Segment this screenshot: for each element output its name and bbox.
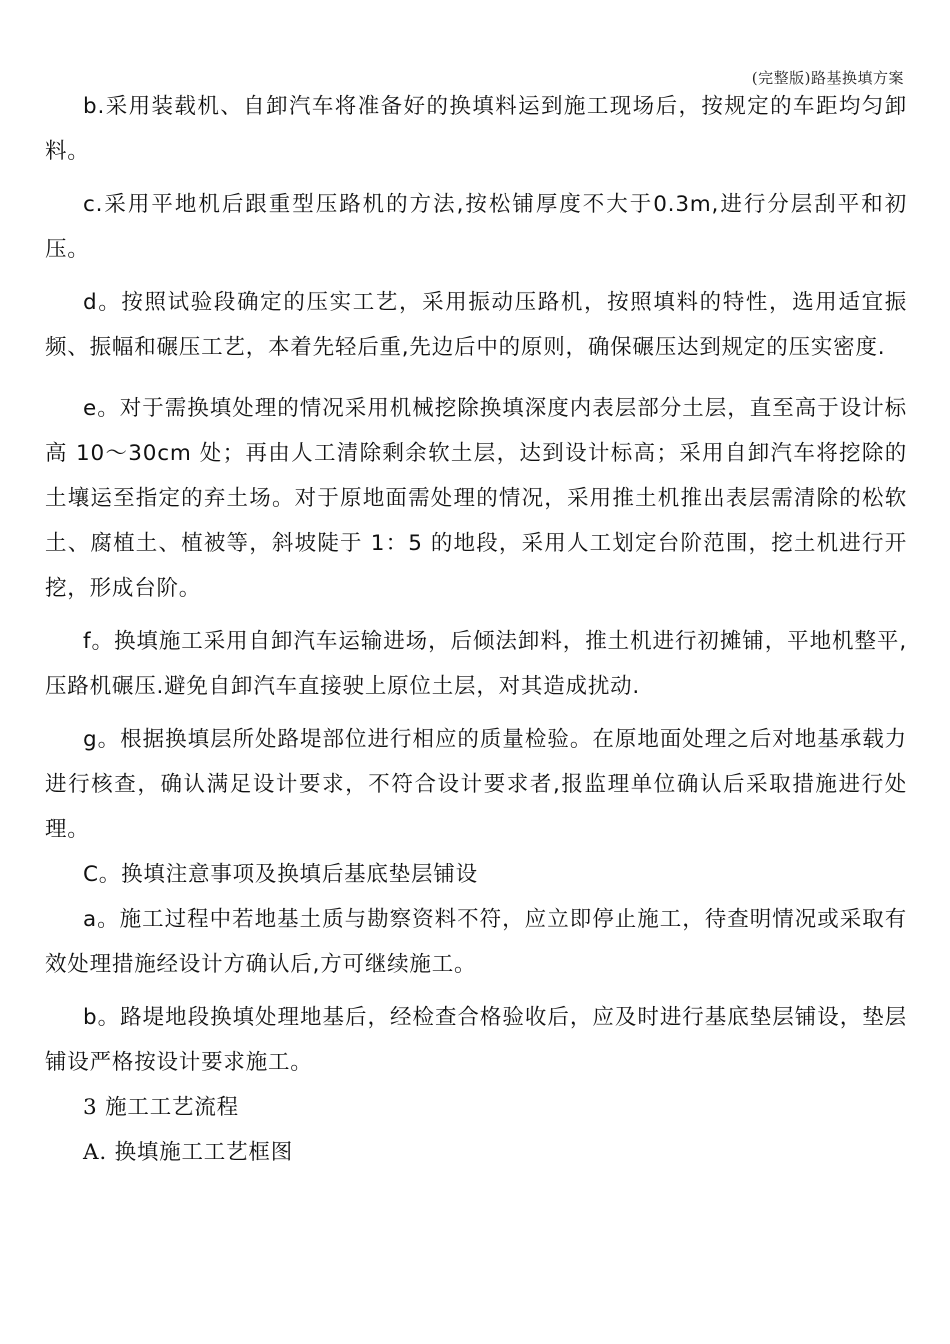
document-body: [45, 84, 907, 1175]
paragraph-b-unloading: b.采用装载机、自卸汽车将准备好的换填料运到施工现场后，按规定的车距均匀卸料。: [45, 94, 907, 164]
paragraph-e-excavation: e。对于需换填处理的情况采用机械挖除换填深度内表层部分土层，直至高于设计标高 10～30cm 处；再由人工清除剩余软土层，达到设计标高；采用自卸汽车将挖除的土壤运至指定的弃土场。对于原地面需处理的情况，采用推土机推出表层需清除的松软土、腐植土、植被等，斜坡陡于 1：5 的地段，采用人工划定台阶范围，挖土机进行开挖，形成台阶。: [45, 396, 907, 601]
paragraph-d-compaction: d。按照试验段确定的压实工艺，采用振动压路机，按照填料的特性，选用适宜振频、振幅和碾压工艺，本着先轻后重,先边后中的原则，确保碾压达到规定的压实密度.: [45, 290, 907, 360]
paragraph-a-stop-work: a。施工过程中若地基土质与勘察资料不符，应立即停止施工，待查明情况或采取有效处理措施经设计方确认后,方可继续施工。: [45, 907, 907, 977]
paragraph-b-cushion-layer: b。路堤地段换填处理地基后，经检查合格验收后，应及时进行基底垫层铺设，垫层铺设严格按设计要求施工。: [45, 1005, 907, 1075]
paragraph-c-grading: c.采用平地机后跟重型压路机的方法,按松铺厚度不大于0.3m,进行分层刮平和初压。: [45, 192, 907, 262]
paragraph-f-transport: f。换填施工采用自卸汽车运输进场，后倾法卸料，推土机进行初摊铺，平地机整平,压路机碾压.避免自卸汽车直接驶上原位土层，对其造成扰动.: [45, 629, 907, 699]
section-heading-a: A. 换填施工工艺框图: [83, 1140, 293, 1165]
paragraph-g-inspection: g。根据换填层所处路堤部位进行相应的质量检验。在原地面处理之后对地基承载力进行核查，确认满足设计要求，不符合设计要求者,报监理单位确认后采取措施进行处理。: [45, 727, 907, 842]
section-heading-c: C。换填注意事项及换填后基底垫层铺设: [83, 862, 478, 887]
running-header: (完整版)路基换填方案: [751, 69, 904, 87]
section-heading-3: 3 施工工艺流程: [83, 1095, 239, 1120]
